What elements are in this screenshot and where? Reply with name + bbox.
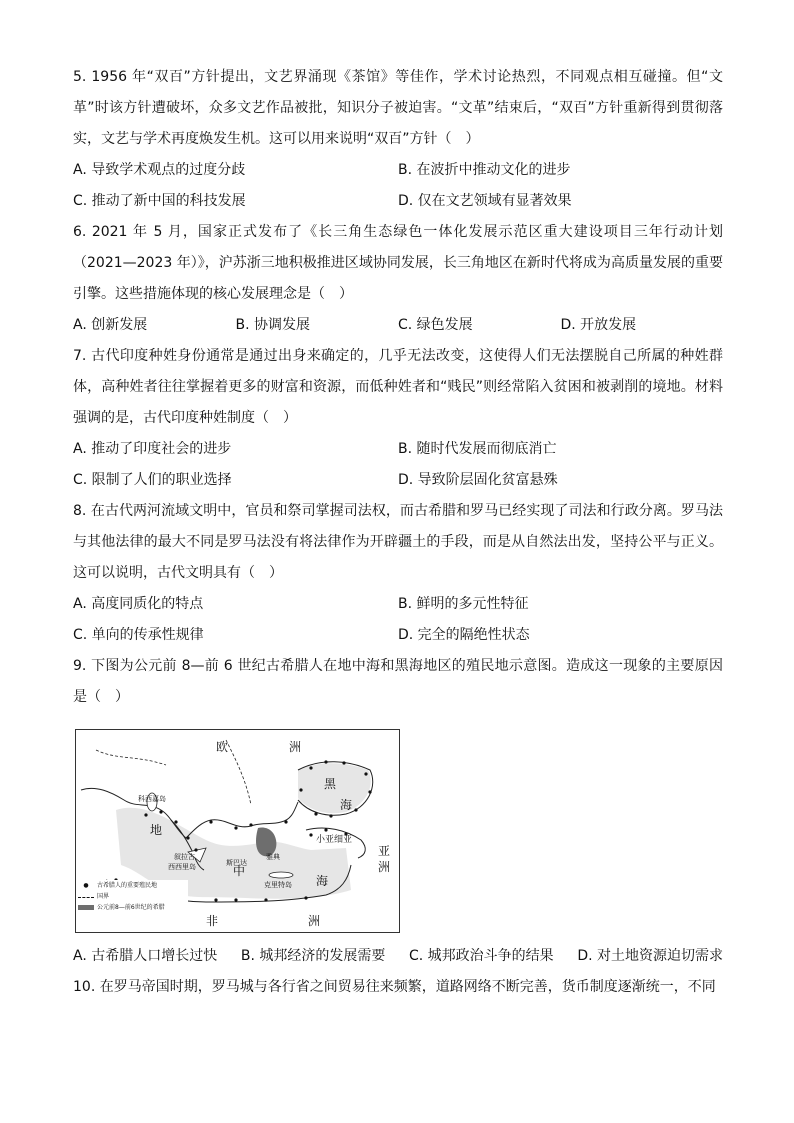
map-label-asia-minor: 小亚细亚 [316, 835, 353, 845]
q7-option-a[interactable]: A. 推动了印度社会的进步 [73, 441, 232, 457]
legend-border [78, 891, 188, 902]
q10-stem: 10. 在罗马帝国时期，罗马城与各行省之间贸易往来频繁，道路网络不断完善，货币制度逐渐统一，不同 [73, 979, 716, 995]
q6-option-b[interactable]: B. 协调发展 [235, 317, 311, 333]
q5-option-d[interactable]: D. 仅在文艺领域有显著效果 [398, 193, 572, 209]
map-label-black-2: 海 [340, 798, 353, 812]
dot-icon: ● [83, 882, 89, 889]
q9-stem: 9. 下图为公元前 8—前 6 世纪古希腊人在地中海和黑海地区的殖民地示意图。造成这一现象的主要原因是（ ） [73, 658, 723, 705]
map-label-europe-2: 洲 [289, 740, 302, 754]
q5-option-a[interactable]: A. 导致学术观点的过度分歧 [73, 162, 246, 178]
q7-option-d[interactable]: D. 导致阶层固化贫富悬殊 [398, 472, 558, 488]
q9-options [73, 941, 723, 972]
q6-option-a[interactable]: A. 创新发展 [73, 317, 148, 333]
map-legend [78, 880, 188, 913]
q6-stem: 6. 2021 年 5 月，国家正式发布了《长三角生态绿色一体化发展示范区重大建设项目三年行动计划（2021—2023 年）》，沪苏浙三地积极推进区域协同发展，长三角地区在新时代将成为高质量发展的重要引擎。这些措施体现的核心发展理念是（ ） [73, 224, 723, 302]
legend-greece-label: 公元前8—前6世纪的希腊 [97, 904, 165, 911]
q9-option-c[interactable]: C. 城邦政治斗争的结果 [409, 948, 554, 964]
q6-option-d[interactable]: D. 开放发展 [560, 317, 637, 333]
q8-option-c[interactable]: C. 单向的传承性规律 [73, 627, 204, 643]
map-label-africa-2: 洲 [308, 914, 321, 928]
greece-fill-icon [78, 905, 94, 910]
map-label-crete: 克里特岛 [264, 881, 292, 889]
q6-option-c[interactable]: C. 绿色发展 [398, 317, 473, 333]
colonies-map [75, 729, 400, 933]
q8-stem: 8. 在古代两河流域文明中，官员和祭司掌握司法权，而古希腊和罗马已经实现了司法和行政分离。罗马法与其他法律的最大不同是罗马法没有将法律作为开辟疆土的手段，而是从自然法出发，坚持公平与正义。这可以说明，古代文明具有（ ） [73, 503, 723, 581]
q6-options [73, 310, 723, 341]
legend-colony [78, 880, 188, 891]
map-label-sicily: 西西里岛 [168, 863, 196, 871]
map-label-asia-2: 洲 [378, 860, 391, 874]
q5-options [73, 155, 723, 217]
q9-option-a[interactable]: A. 古希腊人口增长过快 [73, 948, 218, 964]
q9-option-d[interactable]: D. 对土地资源迫切需求 [577, 948, 723, 964]
q5-option-c[interactable]: C. 推动了新中国的科技发展 [73, 193, 246, 209]
map-label-med-3: 海 [316, 874, 329, 888]
map-label-athens: 雅典 [266, 853, 280, 861]
map-label-med-1: 地 [150, 823, 163, 837]
q7-options [73, 434, 723, 496]
q7-stem: 7. 古代印度种姓身份通常是通过出身来确定的，几乎无法改变，这使得人们无法摆脱自己所属的种姓群体，高种姓者往往掌握着更多的财富和资源，而低种姓者和“贱民”则经常陷入贫困和被剥削的境地。材料强调的是，古代印度种姓制度（ ） [73, 348, 723, 426]
map-label-asia-1: 亚 [378, 844, 391, 858]
border-line-icon [78, 897, 94, 898]
map-label-sparta: 斯巴达 [226, 859, 247, 867]
q8-option-d[interactable]: D. 完全的隔绝性状态 [398, 627, 530, 643]
map-label-europe-1: 欧 [216, 740, 229, 754]
q9-option-b[interactable]: B. 城邦经济的发展需要 [240, 948, 386, 964]
q7-option-c[interactable]: C. 限制了人们的职业选择 [73, 472, 232, 488]
map-label-africa-1: 非 [206, 914, 219, 928]
map-label-black-1: 黑 [324, 777, 337, 791]
crete-island [269, 872, 293, 878]
map-label-corsica: 科西嘉岛 [138, 795, 166, 803]
q7-option-b[interactable]: B. 随时代发展而彻底消亡 [398, 441, 557, 457]
legend-colony-label: 古希腊人的重要殖民地 [97, 882, 158, 889]
q8-option-b[interactable]: B. 鲜明的多元性特征 [398, 596, 529, 612]
legend-greece [78, 902, 188, 913]
q5-stem: 5. 1956 年“双百”方针提出，文艺界涌现《茶馆》等佳作，学术讨论热烈，不同观点相互碰撞。但“文革”时该方针遭破坏，众多文艺作品被批，知识分子被迫害。“文革”结束后，“双百”方针重新得到贯彻落实，文艺与学术再度焕发生机。这可以用来说明“双百”方针（ ） [73, 69, 723, 147]
legend-border-label: 国界 [97, 893, 110, 900]
q8-options [73, 589, 723, 651]
map-label-med-2: 中 [233, 864, 246, 878]
q5-option-b[interactable]: B. 在波折中推动文化的进步 [398, 162, 571, 178]
exam-page [73, 62, 723, 1003]
map-label-syracuse: 叙拉古 [174, 853, 195, 861]
q8-option-a[interactable]: A. 高度同质化的特点 [73, 596, 204, 612]
